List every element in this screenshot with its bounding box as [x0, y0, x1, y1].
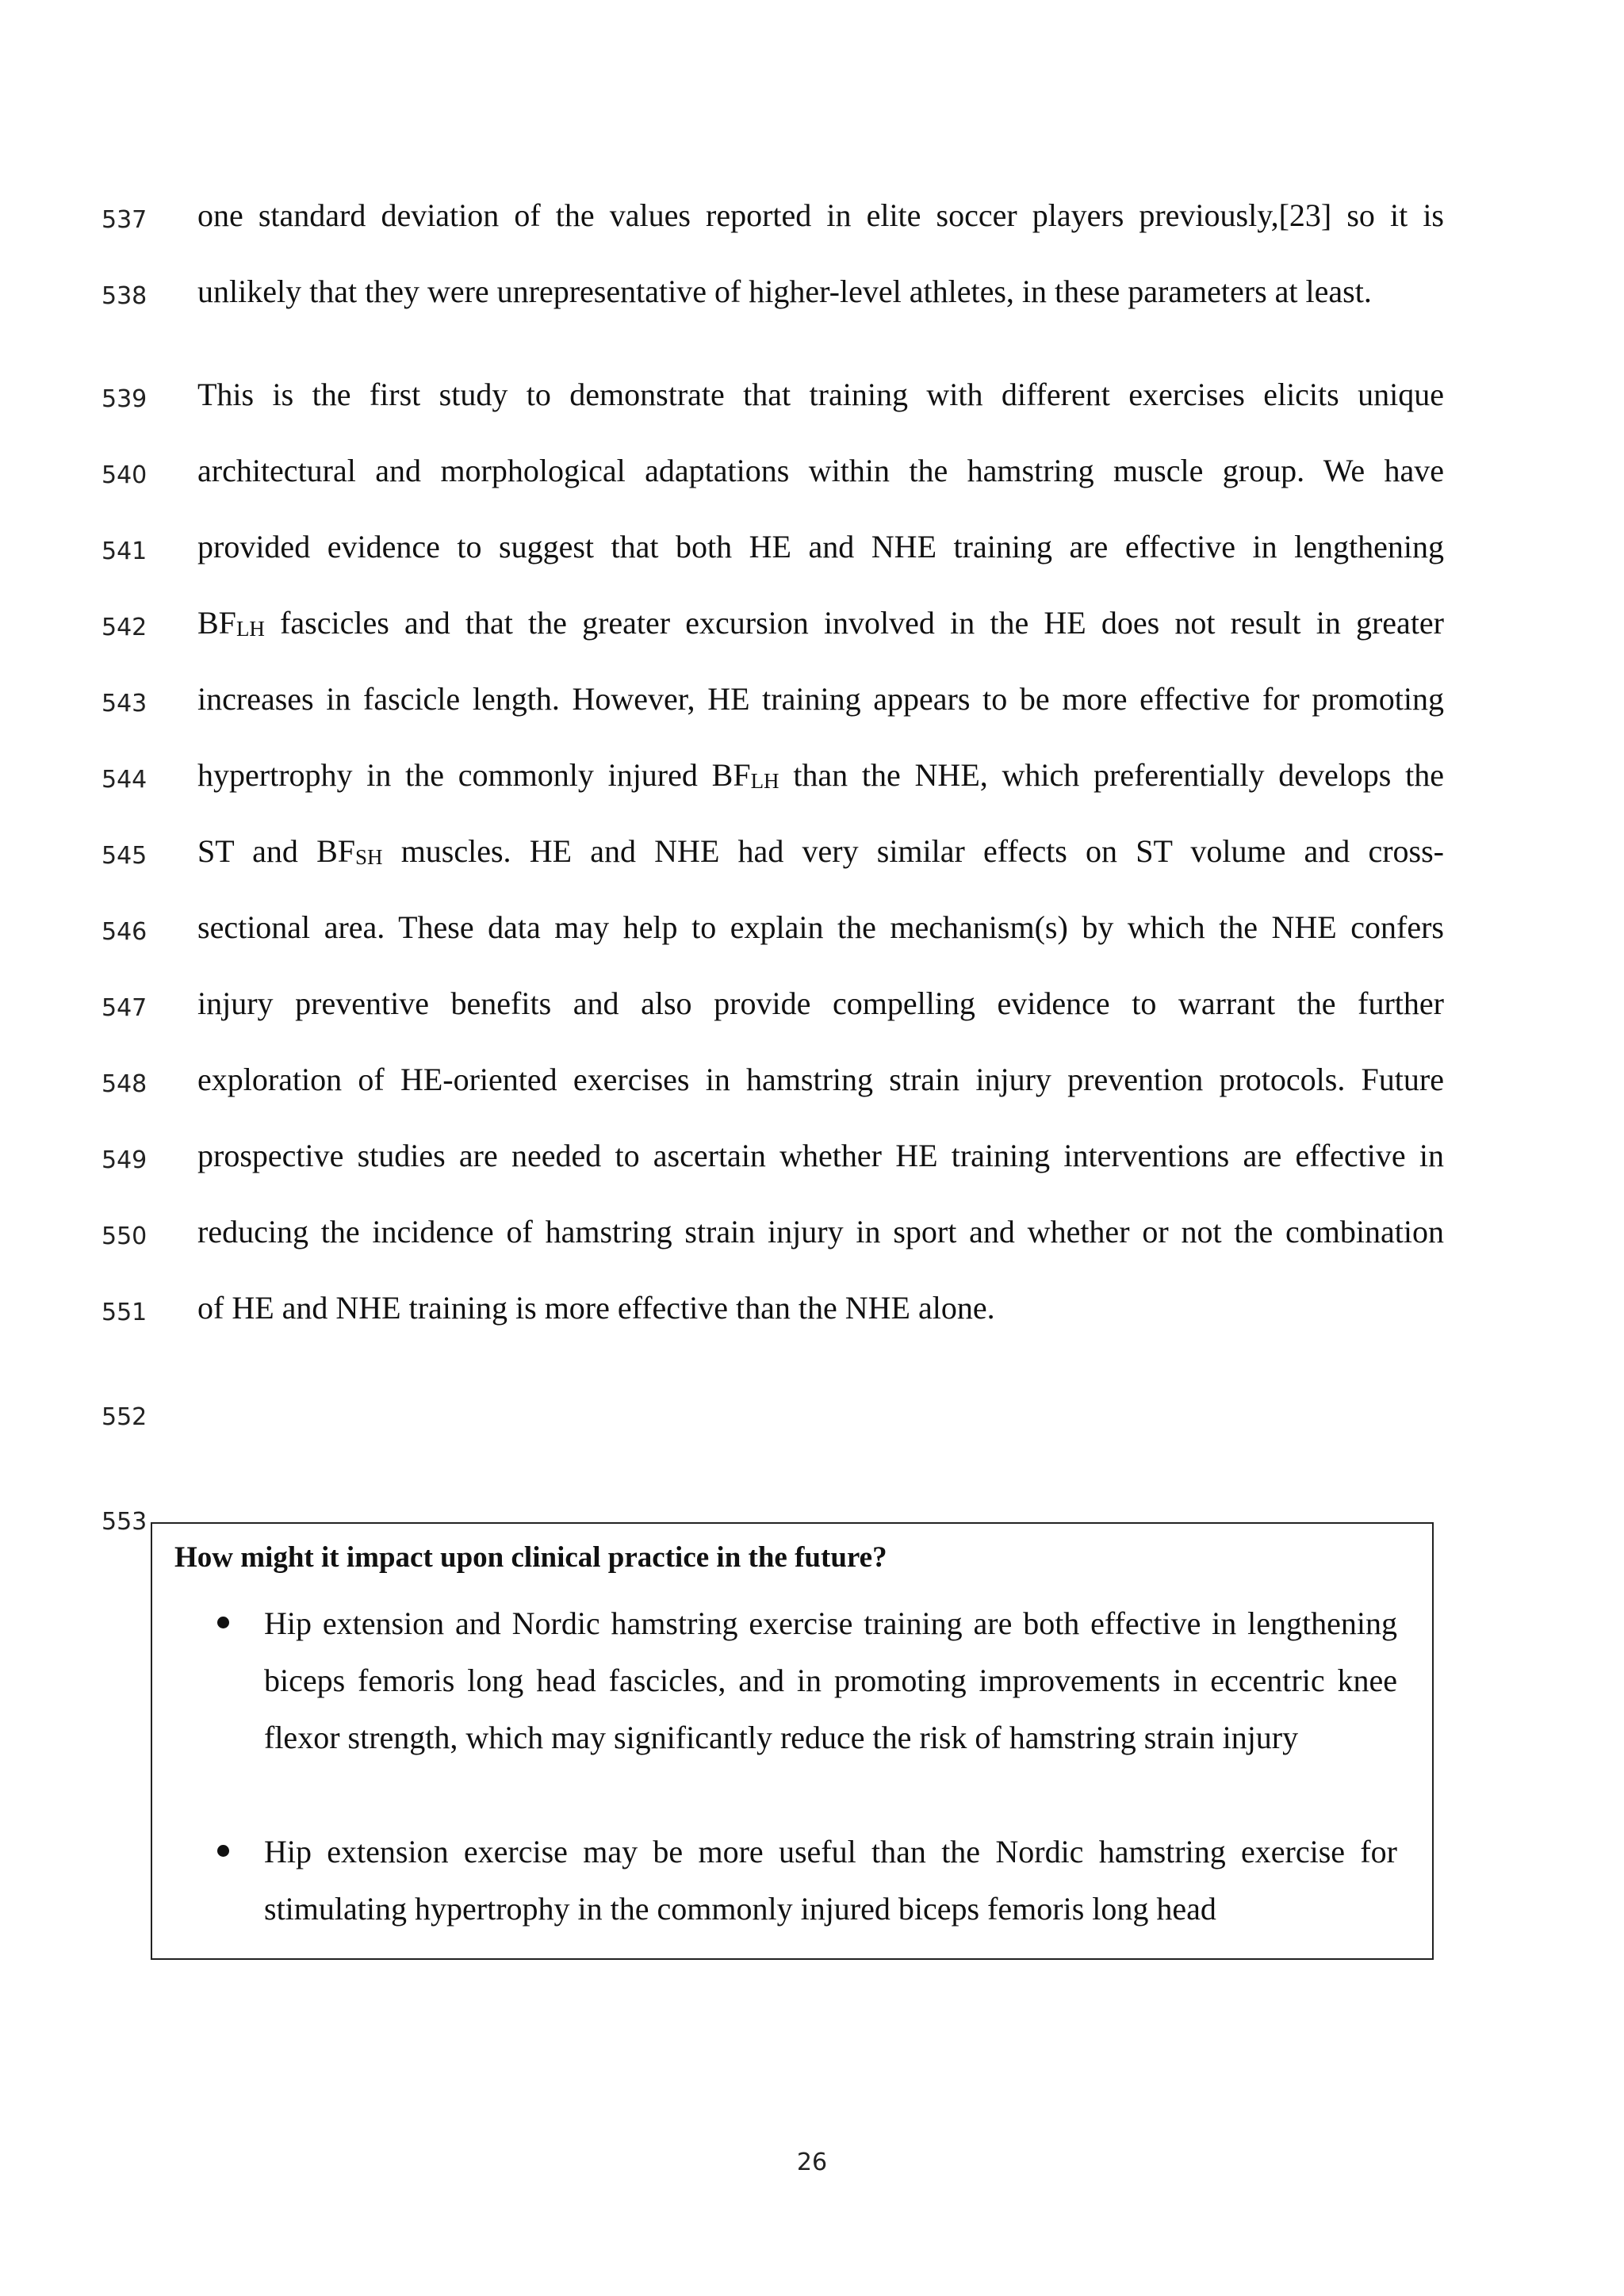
line-number: 553 — [102, 1508, 147, 1536]
line-number: 541 — [102, 538, 147, 565]
line-text: increases in fascicle length. However, HE training appears to be more effective for promoting — [197, 681, 1444, 717]
text-line — [0, 265, 1624, 341]
text-line — [0, 825, 1624, 901]
text-line — [0, 1281, 1624, 1357]
line-text — [197, 755, 1444, 802]
text-segment: BF — [197, 605, 236, 641]
line-number: 547 — [102, 994, 147, 1022]
text-line — [0, 748, 1624, 825]
line-text: This is the first study to demonstrate that training with different exercises elicits unique — [197, 377, 1444, 412]
text-segment: than the NHE, which preferentially develops the — [779, 757, 1444, 793]
line-number: 548 — [102, 1070, 147, 1098]
text-line — [0, 368, 1624, 444]
subscript: LH — [750, 769, 779, 793]
bullet-icon — [217, 1617, 229, 1628]
line-number: 542 — [102, 614, 147, 641]
line-text: injury preventive benefits and also provide compelling evidence to warrant the further — [197, 985, 1444, 1021]
line-text — [197, 831, 1444, 878]
bullet-text: Hip extension and Nordic hamstring exercise training are both effective in lengthening biceps femoris long head fascicles, and in promoting improvements in eccentric knee flexor strength, which may significantly reduce the risk of hamstring strain injury — [264, 1605, 1397, 1755]
box-title: How might it impact upon clinical practice in the future? — [174, 1541, 887, 1574]
line-number: 551 — [102, 1299, 147, 1326]
text-segment: fascicles and that the greater excursion involved in the HE does not result in greater — [264, 605, 1444, 641]
line-number: 537 — [102, 206, 147, 234]
line-number: 552 — [102, 1403, 147, 1431]
line-number: 538 — [102, 282, 147, 310]
empty-line — [0, 1386, 1624, 1462]
line-text: exploration of HE-oriented exercises in hamstring strain injury prevention protocols. Future — [197, 1062, 1444, 1097]
subscript: SH — [355, 845, 383, 869]
bullet-text: Hip extension exercise may be more useful than the Nordic hamstring exercise for stimulating hypertrophy in the commonly injured biceps femoris long head — [264, 1834, 1397, 1927]
line-text: of HE and NHE training is more effective than the NHE alone. — [197, 1290, 995, 1326]
line-text: unlikely that they were unrepresentative of higher-level athletes, in these parameters at least. — [197, 274, 1372, 309]
line-text: architectural and morphological adaptations within the hamstring muscle group. We have — [197, 453, 1444, 488]
page-number: 26 — [796, 2149, 828, 2176]
text-line — [0, 1129, 1624, 1205]
line-text: sectional area. These data may help to explain the mechanism(s) by which the NHE confers — [197, 909, 1444, 945]
text-line — [0, 672, 1624, 748]
line-text: reducing the incidence of hamstring strain injury in sport and whether or not the combination — [197, 1214, 1444, 1249]
line-number: 549 — [102, 1146, 147, 1174]
line-text: one standard deviation of the values reported in elite soccer players previously,[23] so it is — [197, 197, 1444, 233]
line-number: 544 — [102, 766, 147, 794]
text-line — [0, 520, 1624, 596]
text-segment: ST and BF — [197, 833, 355, 869]
text-segment: muscles. HE and NHE had very similar effects on ST volume and cross- — [382, 833, 1444, 869]
text-line — [0, 444, 1624, 520]
text-segment: hypertrophy in the commonly injured BF — [197, 757, 751, 793]
line-number: 543 — [102, 690, 147, 718]
text-line — [0, 1205, 1624, 1281]
text-line — [0, 1053, 1624, 1129]
text-line — [0, 977, 1624, 1053]
subscript: LH — [236, 617, 265, 641]
text-line — [0, 596, 1624, 672]
bullet-icon — [217, 1845, 229, 1857]
line-number: 550 — [102, 1223, 147, 1250]
line-text — [197, 603, 1444, 649]
line-text: provided evidence to suggest that both HE and NHE training are effective in lengthening — [197, 529, 1444, 564]
line-number: 545 — [102, 842, 147, 870]
line-number: 540 — [102, 461, 147, 489]
line-text: prospective studies are needed to ascertain whether HE training interventions are effective in — [197, 1138, 1444, 1173]
clinical-practice-box — [151, 1522, 1434, 1960]
line-number: 546 — [102, 918, 147, 946]
text-line — [0, 901, 1624, 977]
text-line — [0, 189, 1624, 265]
line-number: 539 — [102, 385, 147, 413]
